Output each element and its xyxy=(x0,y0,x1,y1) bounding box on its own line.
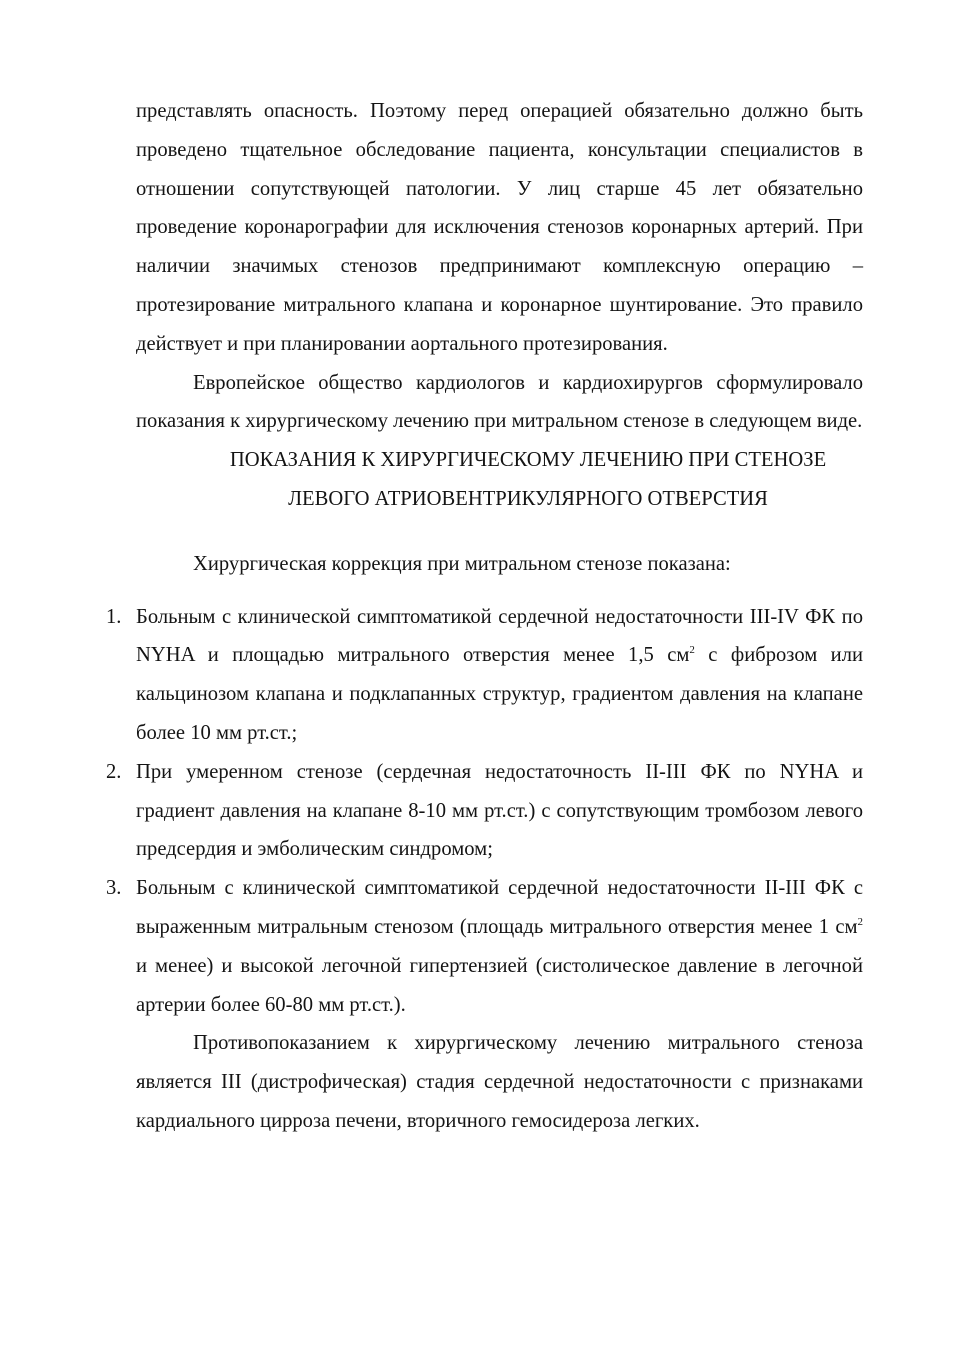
section-heading-line-2: ЛЕВОГО АТРИОВЕНТРИКУЛЯРНОГО ОТВЕРСТИЯ xyxy=(288,487,768,510)
paragraph-european-society: Европейское общество кардиологов и кардиохирургов сформулировало показания к хирургическому лечению при митральном стенозе в следующем виде. xyxy=(136,371,863,433)
superscript: 2 xyxy=(857,915,863,928)
list-item xyxy=(106,869,863,1024)
list-item-number: 2. xyxy=(106,760,122,783)
list-item-text: Больным с клинической симптоматикой сердечной недостаточности III-IV ФК по NYHA и площадью митрального отверстия менее 1,5 см xyxy=(136,605,863,667)
list-item-text: При умеренном стенозе (сердечная недостаточность II-III ФК по NYHA и градиент давления на клапане 8-10 мм рт.ст.) с сопутствующим тромбозом левого предсердия и эмболическим синдромом; xyxy=(136,760,863,861)
list-item-text-continued: и менее) и высокой легочной гипертензией (систолическое давление в легочной артерии более 60-80 мм рт.ст.). xyxy=(136,954,863,1016)
indications-list xyxy=(106,598,863,1025)
list-item-text-continued: с фиброзом или кальцинозом клапана и подклапанных структур, градиентом давления на клапане более 10 мм рт.ст.; xyxy=(136,644,863,744)
superscript: 2 xyxy=(689,644,695,657)
list-item xyxy=(106,598,863,753)
section-heading xyxy=(136,441,863,519)
paragraph-contraindication: Противопоказанием к хирургическому лечению митрального стеноза является III (дистрофическая) стадия сердечной недостаточности с признаками кардиального цирроза печени, вторичного гемосидероза легких. xyxy=(136,1032,863,1132)
list-item-text: Больным с клинической симптоматикой сердечной недостаточности II-III ФК с выраженным митральным стенозом (площадь митрального отверстия менее 1 см xyxy=(136,877,863,938)
document-page xyxy=(106,92,863,1141)
section-heading-line-1: ПОКАЗАНИЯ К ХИРУРГИЧЕСКОМУ ЛЕЧЕНИЮ ПРИ СТЕНОЗЕ xyxy=(229,449,827,472)
indications-intro: Хирургическая коррекция при митральном стенозе показана: xyxy=(193,552,731,575)
list-item-number: 3. xyxy=(106,877,122,900)
list-item xyxy=(106,753,863,869)
paragraph-preoperative-exam: представлять опасность. Поэтому перед операцией обязательно должно быть проведено тщательное обследование пациента, консультации специалистов в отношении сопутствующей патологии. У лиц старше 45 лет обязательно проведение коронарографии для исключения стенозов коронарных артерий. При наличии значимых стенозов предпринимают комплексную операцию – протезирование митрального клапана и коронарное шунтирование. Это правило действует и при планировании аортального протезирования. xyxy=(136,100,863,355)
list-item-number: 1. xyxy=(106,605,122,628)
